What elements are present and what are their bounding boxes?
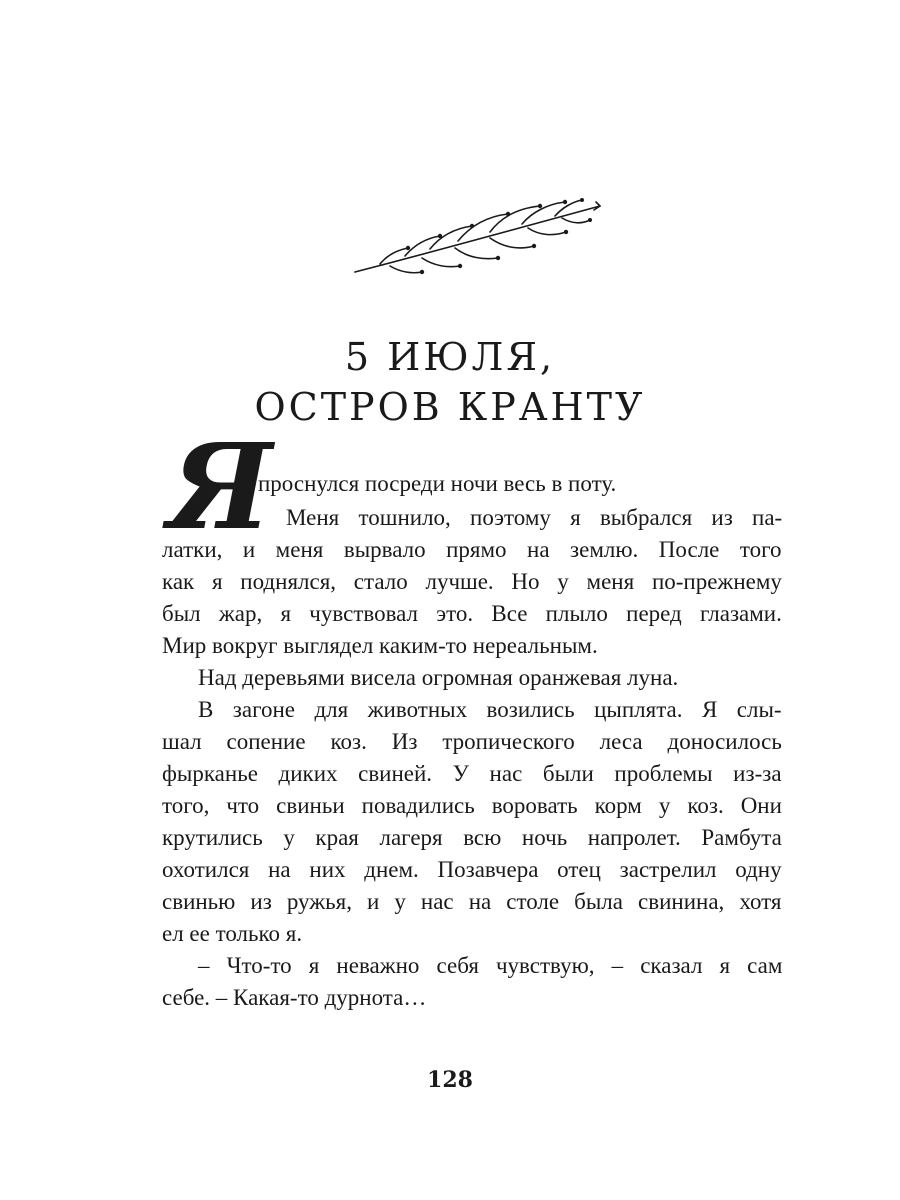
text-line: того, что свиньи повадились воровать корм у коз. Они xyxy=(162,793,782,818)
text-line: фырканье диких свиней. У нас были проблемы из-за xyxy=(162,761,782,786)
text-line: был жар, я чувствовал это. Все плыло перед глазами. xyxy=(162,601,782,626)
chapter-title xyxy=(0,332,900,432)
text-line: охотился на них днем. Позавчера отец застрелил одну xyxy=(162,857,782,882)
text-line: Мир вокруг выглядел каким-то нереальным. xyxy=(162,633,598,658)
text-line: Меня тошнило, поэтому я выбрался из па- xyxy=(286,505,783,530)
fern-branch-ornament xyxy=(350,188,605,278)
page-number: 128 xyxy=(427,1067,473,1093)
chapter-title-line-2: ОСТРОВ КРАНТУ xyxy=(254,385,646,429)
text-line: – Что-то я неважно себя чувствую, – сказал я сам xyxy=(198,953,783,978)
text-line: ел ее только я. xyxy=(162,921,303,946)
text-line: свинью из ружья, и у нас на столе была свинина, хотя xyxy=(162,889,782,914)
drop-cap: Я xyxy=(168,417,273,556)
text-line: себе. – Какая-то дурнота… xyxy=(162,985,427,1010)
text-line: крутились у края лагеря всю ночь напролет. Рамбута xyxy=(162,825,782,850)
text-line: проснулся посреди ночи весь в поту. xyxy=(258,471,617,496)
chapter-title-line-1: 5 ИЮЛЯ, xyxy=(344,335,556,379)
text-line: шал сопение коз. Из тропического леса доносилось xyxy=(162,729,782,754)
text-line: как я поднялся, стало лучше. Но у меня по-прежнему xyxy=(162,569,782,594)
text-line: В загоне для животных возились цыплята. Я слы- xyxy=(198,697,782,722)
text-line: латки, и меня вырвало прямо на землю. После того xyxy=(162,537,782,562)
text-line: Над деревьями висела огромная оранжевая луна. xyxy=(198,665,679,690)
